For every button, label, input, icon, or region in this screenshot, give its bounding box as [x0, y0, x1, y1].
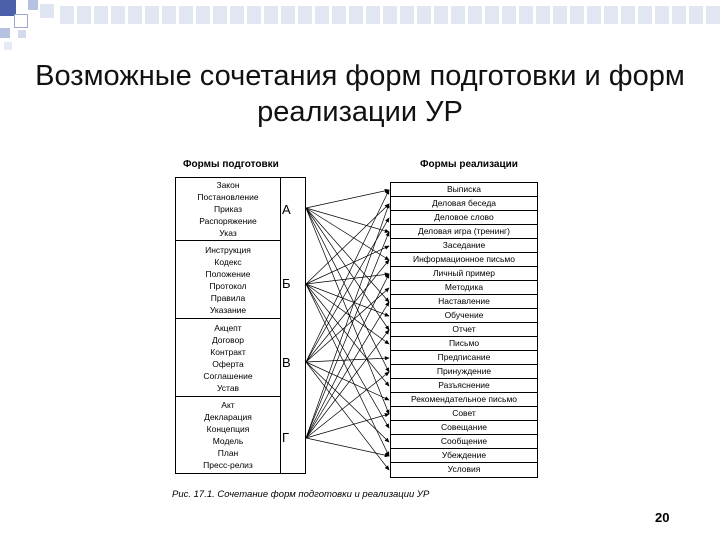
group-item: Акцепт [214, 322, 242, 333]
group-item: Кодекс [214, 256, 242, 267]
list-item: Обучение [391, 309, 537, 323]
figure-caption: Рис. 17.1. Сочетание форм подготовки и реализации УР [172, 489, 430, 500]
group-item: Концепция [206, 424, 250, 434]
group-item: Декларация [204, 412, 252, 422]
group-item: План [217, 448, 239, 458]
connection-arrow [306, 190, 389, 208]
group-d-letter: Г [282, 430, 290, 445]
right-column-header: Формы реализации [420, 159, 518, 170]
connection-arrow [306, 372, 389, 438]
list-item: Убеждение [391, 449, 537, 463]
group-item: Положение [205, 268, 251, 279]
group-item: Модель [212, 436, 244, 446]
group-item: Контракт [210, 346, 246, 357]
connection-arrow [306, 274, 389, 438]
group-a-letter: А [282, 202, 291, 217]
connection-arrow [306, 358, 389, 362]
group-item: Приказ [213, 204, 243, 214]
list-item: Наставление [391, 295, 537, 309]
list-item: Заседание [391, 239, 537, 253]
connection-arrow [306, 362, 389, 470]
group-item: Закон [216, 180, 240, 190]
list-item: Письмо [391, 337, 537, 351]
connection-arrow [306, 208, 389, 302]
list-item: Деловая беседа [391, 197, 537, 211]
group-item: Соглашение [203, 370, 253, 381]
group-item: Правила [210, 292, 246, 303]
group-b-letter: Б [282, 276, 291, 291]
slide-title-line2: реализации УР [257, 96, 463, 128]
group-item: Указ [219, 228, 237, 238]
list-item: Условия [447, 464, 481, 474]
group-item: Акт [221, 400, 235, 410]
group-item: Распоряжение [199, 216, 257, 226]
list-item: Отчет [391, 323, 537, 337]
list-item: Выписка [391, 183, 537, 197]
group-item: Договор [211, 334, 245, 345]
list-item: Совет [391, 407, 537, 421]
group-item: Инструкция [205, 244, 251, 255]
page-number: 20 [655, 510, 670, 525]
group-item: Оферта [212, 358, 244, 369]
list-item: Методика [391, 281, 537, 295]
connection-arrow [306, 246, 389, 284]
list-item: Личный пример [391, 267, 537, 281]
list-item: Деловая игра (тренинг) [391, 225, 537, 239]
group-item: Указание [209, 304, 247, 315]
group-item: Протокол [209, 280, 247, 291]
list-item: Совещание [391, 421, 537, 435]
left-column-header: Формы подготовки [183, 159, 279, 170]
connection-arrow [306, 208, 389, 232]
group-c-letter: В [282, 355, 291, 370]
list-item: Деловое слово [391, 211, 537, 225]
list-item: Информационное письмо [391, 253, 537, 267]
list-item: Сообщение [391, 435, 537, 449]
group-item: Постановление [197, 192, 259, 202]
list-item: Рекомендательное письмо [391, 393, 537, 407]
list-item: Предписание [391, 351, 537, 365]
connection-arrow [306, 362, 389, 400]
group-item: Пресс-релиз [203, 460, 253, 470]
list-item: Разъяснение [391, 379, 537, 393]
list-item: Принуждение [391, 365, 537, 379]
slide-title-line1: Возможные сочетания форм подготовки и форм [35, 60, 685, 92]
group-item: Устав [216, 382, 240, 393]
connection-arrow [306, 438, 389, 456]
